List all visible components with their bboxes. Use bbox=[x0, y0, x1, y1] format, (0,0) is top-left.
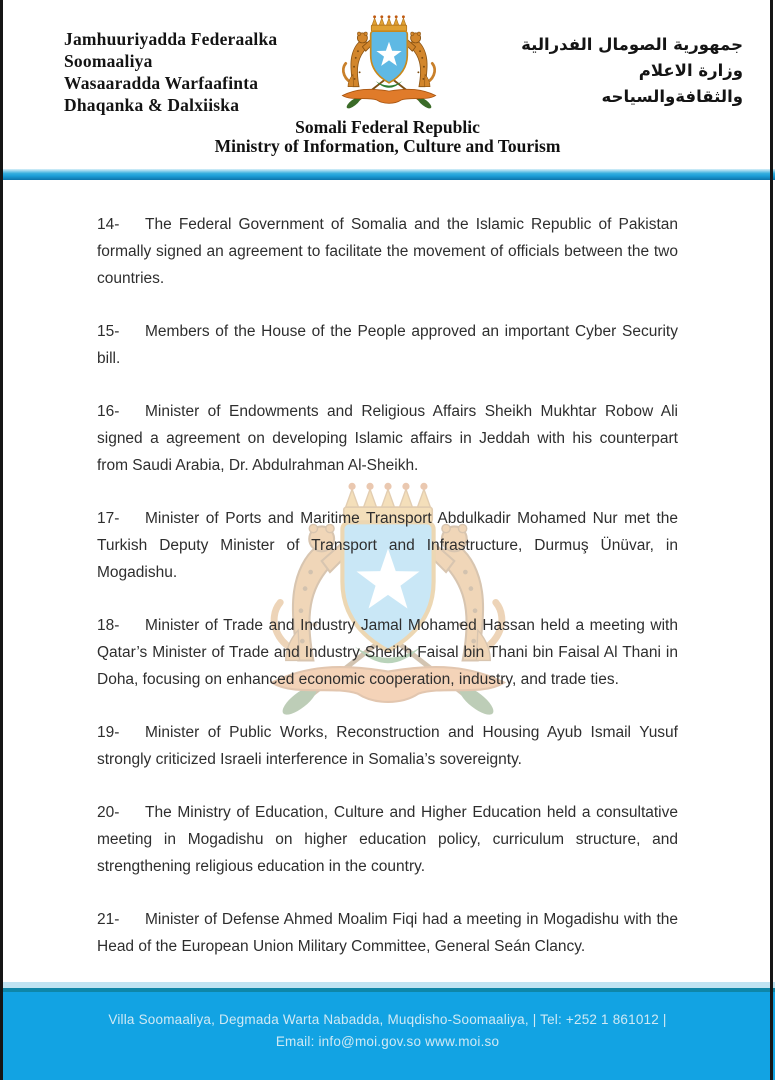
paragraph-text: The Federal Government of Somalia and the Islamic Republic of Pakistan formally signed an agreement to facilitate the movement of officials between the two countries. bbox=[97, 216, 678, 287]
paragraph-number: 20- bbox=[97, 804, 120, 821]
footer-bar bbox=[0, 988, 775, 1080]
document-body bbox=[0, 180, 775, 960]
paragraph-text: Minister of Ports and Maritime Transport Abdulkadir Mohamed Nur met the Turkish Deputy Minister of Transport and Infrastructure, Durmuş Ünüvar, in Mogadishu. bbox=[97, 510, 678, 581]
paragraph-number: 17- bbox=[97, 510, 120, 527]
numbered-paragraph bbox=[97, 505, 678, 586]
paragraph-text: Minister of Defense Ahmed Moalim Fiqi had a meeting in Mogadishu with the Head of the European Union Military Committee, General Seán Clancy. bbox=[97, 911, 678, 955]
paragraph-number: 18- bbox=[97, 617, 120, 634]
scan-left-border bbox=[0, 0, 3, 1080]
paragraph-number: 19- bbox=[97, 724, 120, 741]
paragraph-number: 14- bbox=[97, 216, 120, 233]
letterhead-somali-line: Dhaqanka & Dalxiiska bbox=[64, 95, 240, 115]
numbered-paragraph bbox=[97, 799, 678, 880]
letterhead-title bbox=[0, 118, 775, 156]
letterhead bbox=[0, 0, 775, 116]
ministry-title: Ministry of Information, Culture and Tourism bbox=[214, 136, 561, 156]
letterhead-somali-line: Wasaaradda Warfaafinta bbox=[64, 73, 259, 93]
coat-of-arms-icon bbox=[324, 10, 454, 114]
paragraph-text: Members of the House of the People approved an important Cyber Security bill. bbox=[97, 323, 678, 367]
republic-title: Somali Federal Republic bbox=[295, 117, 480, 137]
letterhead-somali-line: Soomaaliya bbox=[64, 51, 153, 71]
paragraph-text: Minister of Endowments and Religious Affairs Sheikh Mukhtar Robow Ali signed a agreement on developing Islamic affairs in Jeddah with his counterpart from Saudi Arabia, Dr. Abdulrahman Al-Sheikh. bbox=[97, 403, 678, 474]
numbered-paragraph bbox=[97, 211, 678, 292]
footer-address-line: Villa Soomaaliya, Degmada Warta Nabadda, Muqdisho-Soomaaliya, | Tel: +252 1 861012 | bbox=[108, 1012, 667, 1027]
ministry-name-arabic bbox=[454, 10, 758, 110]
paragraph-list bbox=[97, 211, 678, 960]
letterhead-arabic-line: جمهورية الصومال الفدرالية bbox=[521, 35, 743, 54]
scan-right-border bbox=[770, 0, 773, 1080]
blue-divider-rule bbox=[0, 169, 775, 180]
numbered-paragraph bbox=[97, 612, 678, 693]
footer-contact-line: Email: info@moi.gov.so www.moi.so bbox=[275, 1034, 500, 1049]
paragraph-number: 15- bbox=[97, 323, 120, 340]
paragraph-text: Minister of Trade and Industry Jamal Mohamed Hassan held a meeting with Qatar’s Minister of Trade and Industry Sheikh Faisal bin Thani bin Faisal Al Thani in Doha, focusing on enhanced economic cooperation, industry, and trade ties. bbox=[97, 617, 678, 688]
numbered-paragraph bbox=[97, 318, 678, 372]
paragraph-number: 21- bbox=[97, 911, 120, 928]
ministry-name-somali bbox=[20, 10, 324, 116]
paragraph-text: The Ministry of Education, Culture and Higher Education held a consultative meeting in Mogadishu on higher education policy, curriculum structure, and strengthening religious education in the country. bbox=[97, 804, 678, 875]
numbered-paragraph bbox=[97, 906, 678, 960]
numbered-paragraph bbox=[97, 398, 678, 479]
paragraph-number: 16- bbox=[97, 403, 120, 420]
numbered-paragraph bbox=[97, 719, 678, 773]
letterhead-arabic-line: والثقافةوالسياحه bbox=[601, 87, 743, 106]
letterhead-somali-line: Jamhuuriyadda Federaalka bbox=[64, 29, 278, 49]
letterhead-arabic-line: وزارة الاعلام bbox=[638, 61, 743, 80]
paragraph-text: Minister of Public Works, Reconstruction and Housing Ayub Ismail Yusuf strongly criticized Israeli interference in Somalia’s sovereignty. bbox=[97, 724, 678, 768]
